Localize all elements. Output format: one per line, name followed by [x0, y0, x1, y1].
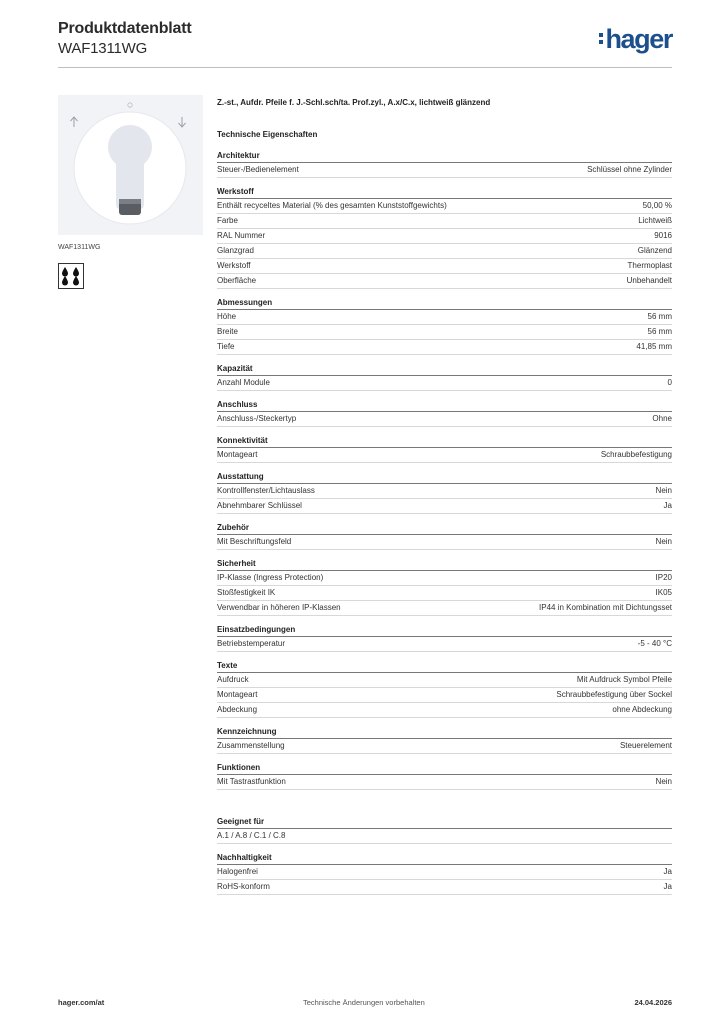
section-title: Texte — [217, 661, 238, 670]
property-label: Zusammenstellung — [217, 741, 285, 750]
property-label: A.1 / A.8 / C.1 / C.8 — [217, 831, 286, 840]
property-row — [217, 484, 672, 499]
property-label: Mit Beschriftungsfeld — [217, 537, 292, 546]
product-number: WAF1311WG — [58, 40, 148, 57]
property-value: IP44 in Kombination mit Dichtungsset — [539, 603, 672, 612]
property-row — [217, 310, 672, 325]
property-label: Oberfläche — [217, 276, 257, 285]
property-row — [217, 229, 672, 244]
property-label: Enthält recyceltes Material (% des gesamten Kunststoffgewichts) — [217, 201, 447, 210]
property-label: RAL Nummer — [217, 231, 266, 240]
property-row — [217, 739, 672, 754]
property-row — [217, 244, 672, 259]
property-row — [217, 448, 672, 463]
product-image — [58, 95, 203, 235]
property-row — [217, 340, 672, 355]
property-value: -5 - 40 °C — [637, 639, 672, 648]
property-label: Werkstoff — [217, 261, 251, 270]
section-title: Funktionen — [217, 763, 261, 772]
section-title: Werkstoff — [217, 187, 254, 196]
property-row — [217, 688, 672, 703]
header-divider — [58, 67, 672, 68]
property-row — [217, 412, 672, 427]
section-title: Kapazität — [217, 364, 253, 373]
property-value: Nein — [655, 537, 672, 546]
property-value: ohne Abdeckung — [612, 705, 672, 714]
properties-list — [217, 150, 672, 790]
property-label: Aufdruck — [217, 675, 249, 684]
section-title: Geeignet für — [217, 817, 265, 826]
water-drops-icon — [58, 263, 84, 289]
property-label: RoHS-konform — [217, 882, 270, 891]
section-title: Kennzeichnung — [217, 727, 277, 736]
section-title: Zubehör — [217, 523, 249, 532]
property-value: Lichtweiß — [638, 216, 672, 225]
section-title: Ausstattung — [217, 472, 264, 481]
property-value: IK05 — [655, 588, 672, 597]
property-label: Stoßfestigkeit IK — [217, 588, 276, 597]
section-title: Nachhaltigkeit — [217, 853, 272, 862]
property-value: Thermoplast — [627, 261, 672, 270]
property-row — [217, 535, 672, 550]
property-row — [217, 499, 672, 514]
property-row — [217, 880, 672, 895]
property-value: Steuerelement — [619, 741, 672, 750]
property-row — [217, 586, 672, 601]
property-row — [217, 637, 672, 652]
property-value: Unbehandelt — [626, 276, 672, 285]
property-row — [217, 571, 672, 586]
property-label: Steuer-/Bedienelement — [217, 165, 299, 174]
property-row — [217, 259, 672, 274]
logo-text: hager — [605, 24, 672, 54]
hager-logo — [599, 26, 672, 53]
section-title: Anschluss — [217, 400, 258, 409]
property-label: Halogenfrei — [217, 867, 258, 876]
property-value: 41,85 mm — [636, 342, 672, 351]
property-row — [217, 376, 672, 391]
property-row — [217, 214, 672, 229]
additional-properties-list — [217, 816, 672, 895]
property-label: Verwendbar in höheren IP-Klassen — [217, 603, 341, 612]
section-title: Sicherheit — [217, 559, 256, 568]
property-value: 0 — [667, 378, 672, 387]
property-label: Breite — [217, 327, 238, 336]
image-caption: WAF1311WG — [58, 244, 101, 251]
property-value: Ja — [663, 501, 672, 510]
property-value: Ja — [663, 882, 672, 891]
property-row — [217, 865, 672, 880]
technical-properties-heading: Technische Eigenschaften — [217, 130, 318, 139]
property-row — [217, 829, 672, 844]
property-value: Glänzend — [637, 246, 672, 255]
property-value: Schlüssel ohne Zylinder — [587, 165, 672, 174]
logo-dots — [599, 33, 603, 44]
property-value: IP20 — [655, 573, 672, 582]
property-value: Mit Aufdruck Symbol Pfeile — [576, 675, 672, 684]
section-title: Abmessungen — [217, 298, 273, 307]
property-value: Ja — [663, 867, 672, 876]
property-label: Kontrollfenster/Lichtauslass — [217, 486, 315, 495]
property-row — [217, 775, 672, 790]
property-label: Farbe — [217, 216, 238, 225]
property-value: Nein — [655, 486, 672, 495]
property-value: Ohne — [652, 414, 672, 423]
property-label: Glanzgrad — [217, 246, 254, 255]
section-title: Architektur — [217, 151, 260, 160]
property-value: Schraubbefestigung über Sockel — [556, 690, 672, 699]
property-row — [217, 601, 672, 616]
property-label: Betriebstemperatur — [217, 639, 286, 648]
footer-note: Technische Änderungen vorbehalten — [303, 998, 425, 1007]
property-label: IP-Klasse (Ingress Protection) — [217, 573, 324, 582]
property-label: Tiefe — [217, 342, 235, 351]
property-label: Abnehmbarer Schlüssel — [217, 501, 302, 510]
property-value: 56 mm — [647, 312, 672, 321]
product-description: Z.-st., Aufdr. Pfeile f. J.-Schl.sch/ta. Prof.zyl., A.x/C.x, lichtweiß glänzend — [217, 98, 491, 107]
property-value: 9016 — [654, 231, 672, 240]
property-row — [217, 325, 672, 340]
property-value: 56 mm — [647, 327, 672, 336]
property-row — [217, 703, 672, 718]
property-row — [217, 274, 672, 289]
page-title: Produktdatenblatt — [58, 20, 192, 37]
header — [58, 20, 192, 57]
property-label: Mit Tastrastfunktion — [217, 777, 286, 786]
property-value: Schraubbefestigung — [600, 450, 672, 459]
property-row — [217, 199, 672, 214]
property-row — [217, 163, 672, 178]
footer-date: 24.04.2026 — [634, 998, 672, 1007]
property-label: Montageart — [217, 690, 258, 699]
property-label: Höhe — [217, 312, 237, 321]
property-label: Abdeckung — [217, 705, 258, 714]
property-row — [217, 673, 672, 688]
product-details — [217, 98, 672, 895]
property-label: Anzahl Module — [217, 378, 270, 387]
property-label: Montageart — [217, 450, 258, 459]
section-title: Konnektivität — [217, 436, 268, 445]
property-value: 50,00 % — [642, 201, 672, 210]
property-label: Anschluss-/Steckertyp — [217, 414, 297, 423]
footer-website: hager.com/at — [58, 998, 105, 1007]
property-value: Nein — [655, 777, 672, 786]
section-title: Einsatzbedingungen — [217, 625, 296, 634]
